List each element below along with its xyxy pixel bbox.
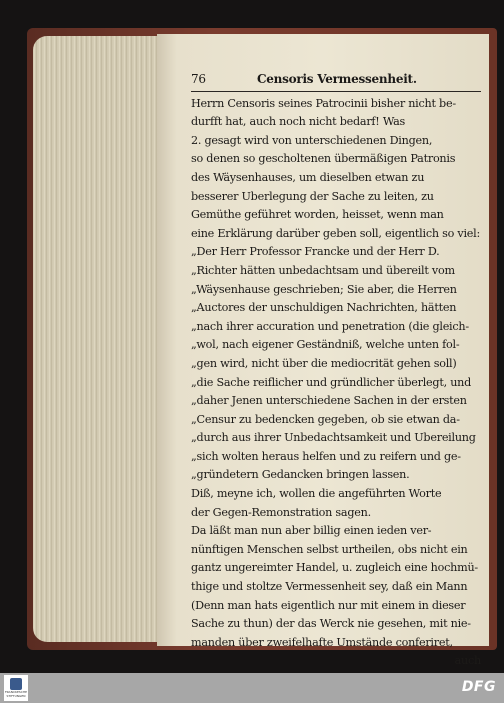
- viewer-footer: [0, 673, 504, 703]
- logo-icon: [10, 678, 22, 690]
- running-title: Censoris Vermessenheit.: [257, 72, 417, 86]
- text-line: „Richter hätten unbedachtsam und übereilt vom: [191, 263, 455, 277]
- text-line: manden über zweifelhafte Umstände conferiret,: [191, 635, 453, 649]
- text-line: thige und stoltze Vermessenheit sey, daß ein Mann: [191, 580, 468, 594]
- text-line: durfft hat, auch noch nicht bedarf! Was: [191, 115, 406, 129]
- text-line: „gründetern Gedancken bringen lassen.: [191, 468, 410, 482]
- text-line: (Denn man hats eigentlich nur mit einem in dieser: [191, 598, 466, 612]
- text-line: Sache zu thun) der das Werck nie gesehen, mit nie-: [191, 617, 471, 631]
- text-line: „Auctores der unschuldigen Nachrichten, hätten: [191, 301, 457, 315]
- text-line: „Censur zu bedencken gegeben, ob sie etwan da-: [191, 412, 460, 426]
- text-line: gantz ungereimter Handel, u. zugleich eine hochmü-: [191, 561, 478, 575]
- text-line: Da läßt man nun aber billig einen ieden ver-: [191, 524, 432, 538]
- book: [27, 28, 497, 668]
- text-line: „wol, nach eigener Geständniß, welche unten fol-: [191, 338, 460, 352]
- text-line: so denen so gescholtenen übermäßigen Patronis: [191, 152, 456, 166]
- text-line: „sich wolten heraus helfen und zu reifern und ge-: [191, 449, 461, 463]
- franckesche-logo[interactable]: [4, 675, 28, 701]
- text-line: eine Erklärung darüber geben soll, eigentlich so viel:: [191, 226, 481, 240]
- text-line: der Gegen-Remonstration sagen.: [191, 505, 371, 519]
- text-line: „nach ihrer accuration und penetration (die gleich-: [191, 319, 469, 333]
- text-line: „daher Jenen unterschiedene Sachen in der ersten: [191, 394, 467, 408]
- dfg-logo[interactable]: DFG: [461, 679, 496, 695]
- text-line: „Wäysenhause geschrieben; Sie aber, die Herren: [191, 282, 457, 296]
- page-number: 76: [191, 72, 206, 86]
- text-line: des Wäysenhauses, um dieselben etwan zu: [191, 170, 425, 184]
- text-line: nünftigen Menschen selbst urtheilen, obs nicht ein: [191, 542, 468, 556]
- text-line: besserer Uberlegung der Sache zu leiten, zu: [191, 189, 434, 203]
- catchword: auch: [454, 654, 481, 668]
- text-line: „Der Herr Professor Francke und der Herr D.: [191, 245, 440, 259]
- logo-text: FRANCKESCHE STIFTUNGEN: [4, 690, 28, 698]
- text-line: „durch aus ihrer Unbedachtsamkeit und Ubereilung: [191, 431, 476, 445]
- page-header: [191, 70, 481, 92]
- text-line: Diß, meyne ich, wollen die angeführten Worte: [191, 487, 442, 501]
- text-line: Gemüthe geführet worden, heisset, wenn man: [191, 208, 444, 222]
- text-line: „die Sache reiflicher und gründlicher überlegt, und: [191, 375, 472, 389]
- text-line: „gen wird, nicht über die mediocrität gehen soll): [191, 356, 457, 370]
- page-edges: [33, 36, 168, 642]
- page-text: [191, 70, 481, 671]
- text-line: 2. gesagt wird von unterschiedenen Dingen,: [191, 133, 433, 147]
- book-page: [157, 34, 489, 668]
- text-lines: [191, 95, 481, 653]
- text-line: Herrn Censoris seines Patrocinii bisher nicht be-: [191, 96, 456, 110]
